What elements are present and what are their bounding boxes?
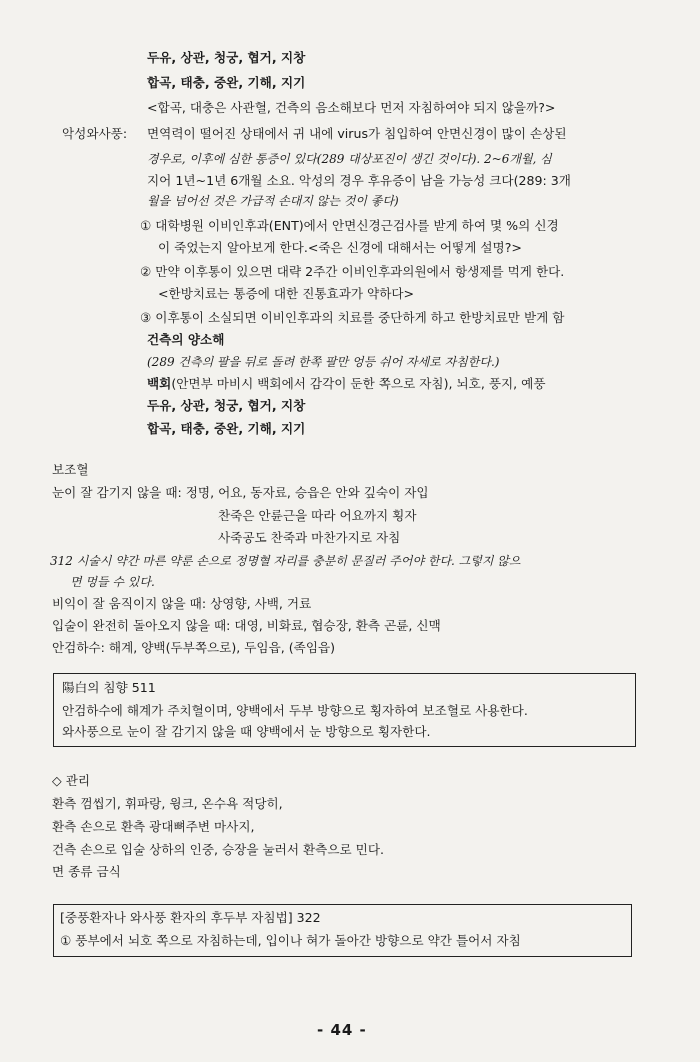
section-title-gwanri: ◇ 관리 — [52, 773, 91, 788]
baekhoe-rest: (안면부 마비시 백회에서 감각이 둔한 쪽으로 자침), 뇌호, 풍지, 예풍 — [171, 376, 546, 391]
section-label-aksung: 악성와사풍: — [62, 126, 128, 141]
huduboo-box — [53, 904, 632, 957]
aksung-text-1: 면역력이 떨어진 상태에서 귀 내에 virus가 침입하여 안면신경이 많이 손상된 — [147, 126, 567, 141]
aksung-item-2a: ② 만약 이후통이 있으면 대략 2주간 이비인후과의원에서 항생제를 먹게 한다. — [140, 264, 565, 279]
huduboo-box-title: [중풍환자나 와사풍 환자의 후두부 자침법] 322 — [60, 910, 321, 925]
yangbaek-box-text-1: 안검하수에 해계가 주치혈이며, 양백에서 두부 방향으로 횡자하여 보조혈로 사용한다. — [62, 703, 528, 718]
aksung-item-3b: 건측의 양소해 — [147, 332, 225, 347]
aksung-text-2: 경우로, 이후에 심한 통증이 있다(289 대상포진이 생긴 것이다). 2~6개월, 심 — [147, 152, 552, 166]
bojo-text-5: 입술이 완전히 돌아오지 않을 때: 대영, 비화료, 협승장, 환측 곤륜, 신맥 — [52, 618, 441, 633]
aksung-item-3e: 두유, 상관, 청궁, 협거, 지창 — [147, 398, 306, 413]
baekhoe-label: 백회 — [147, 376, 172, 391]
aksung-item-3f: 합곡, 태충, 중완, 기해, 지기 — [147, 421, 306, 436]
aksung-item-1a: ① 대학병원 이비인후과(ENT)에서 안면신경근검사를 받게 하여 몇 %의 신경 — [140, 218, 559, 233]
aksung-item-2b: <한방치료는 통증에 대한 진통효과가 약하다> — [158, 286, 415, 301]
acupoint-list-body: 합곡, 태충, 중완, 기해, 지기 — [147, 75, 306, 90]
note-hapgok: <합곡, 대충은 사관혈, 건측의 음소해보다 먼저 자침하여야 되지 않을까?> — [147, 100, 556, 115]
bojo-handnote-2: 면 멍들 수 있다. — [70, 575, 155, 589]
bojo-text-1: 눈이 잘 감기지 않을 때: 정명, 어요, 동자료, 승읍은 안와 깊숙이 자입 — [52, 485, 429, 500]
yangbaek-box-title: 陽白의 침향 511 — [62, 680, 156, 695]
aksung-text-3: 지어 1년~1년 6개월 소요. 악성의 경우 후유증이 남을 가능성 크다(289: 3개 — [147, 173, 571, 188]
gwanri-text-4: 면 종류 금식 — [52, 864, 121, 879]
page-number: - 44 - — [317, 1021, 367, 1039]
bojo-text-4: 비익이 잘 움직이지 않을 때: 상영향, 사백, 거료 — [52, 596, 312, 611]
yangbaek-box-text-2: 와사풍으로 눈이 잘 감기지 않을 때 양백에서 눈 방향으로 횡자한다. — [62, 724, 431, 739]
bojo-text-6: 안검하수: 해계, 양백(두부쪽으로), 두임읍, (족임읍) — [52, 640, 336, 655]
aksung-text-4: 월을 넘어선 것은 가급적 손대지 않는 것이 좋다) — [147, 194, 399, 208]
aksung-item-1b: 이 죽었는지 알아보게 한다.<죽은 신경에 대해서는 어떻게 설명?> — [158, 240, 522, 255]
yangbaek-box — [53, 673, 636, 747]
acupoint-list-face: 두유, 상관, 청궁, 협거, 지창 — [147, 50, 306, 65]
gwanri-text-1: 환측 껌씹기, 휘파랑, 윙크, 온수욕 적당히, — [52, 796, 283, 811]
gwanri-text-2: 환측 손으로 환측 광대뼈주변 마사지, — [52, 819, 255, 834]
aksung-item-3a: ③ 이후통이 소실되면 이비인후과의 치료를 중단하게 하고 한방치료만 받게 함 — [140, 310, 565, 325]
gwanri-text-3: 건측 손으로 입술 상하의 인중, 승장을 눌러서 환측으로 민다. — [52, 842, 385, 857]
section-title-bojo: 보조혈 — [52, 462, 89, 477]
huduboo-box-text-1: ① 풍부에서 뇌호 쪽으로 자침하는데, 입이나 혀가 돌아간 방향으로 약간 틀어서 자침 — [60, 933, 521, 948]
bojo-text-2: 찬죽은 안륜근을 따라 어요까지 횡자 — [218, 508, 417, 523]
bojo-handnote-1: 312 시술시 약간 마른 약룬 손으로 정명혈 자리를 충분히 문질러 주어야 한다. 그렇지 않으 — [50, 554, 521, 568]
aksung-item-3c: (289 건측의 팔을 뒤로 돌려 한쪽 팔만 엉등 쉬어 자세로 자침한다.) — [147, 355, 500, 369]
aksung-item-3d — [147, 376, 546, 392]
bojo-text-3: 사죽공도 찬죽과 마찬가지로 자침 — [218, 530, 401, 545]
